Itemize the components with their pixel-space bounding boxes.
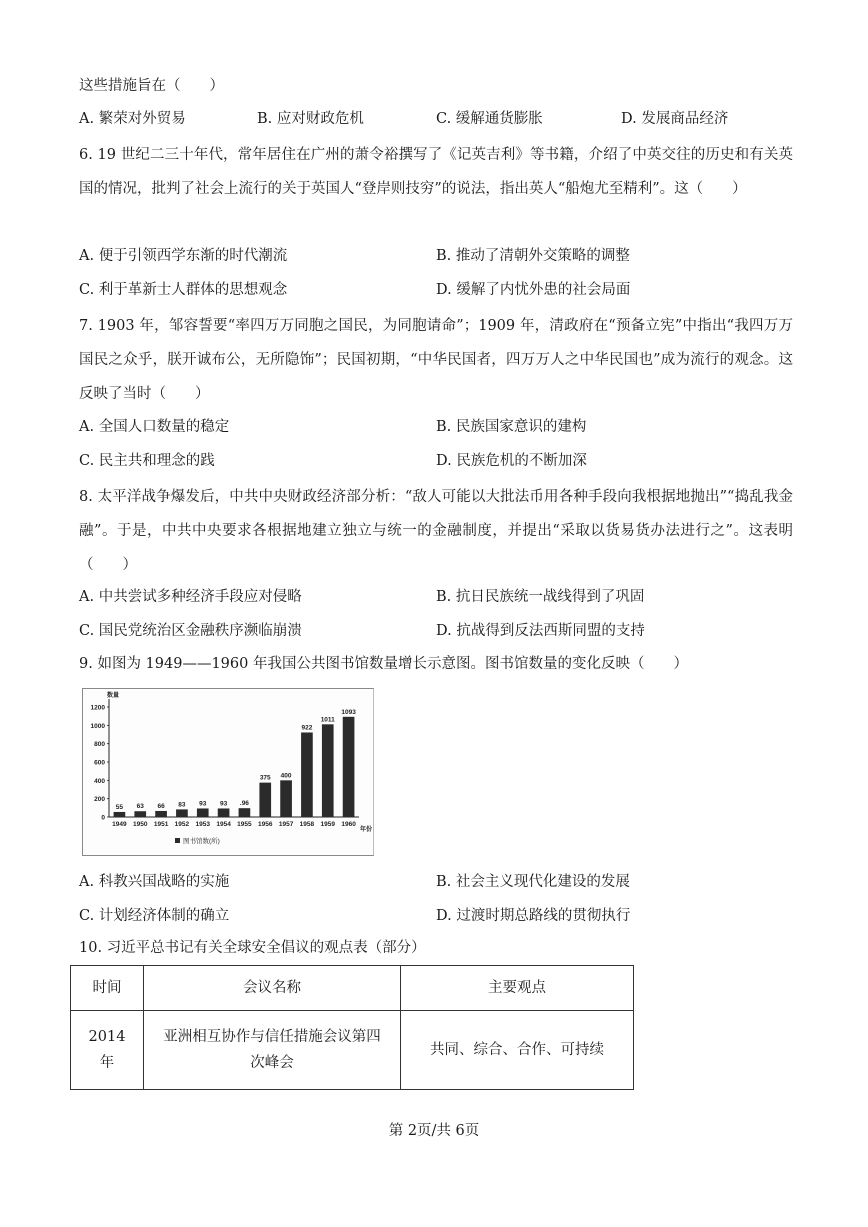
- y-tick-label: 1000: [90, 722, 105, 730]
- q7-option-d[interactable]: D. 民族危机的不断加深: [436, 453, 587, 469]
- x-tick-label: 1960: [341, 821, 356, 828]
- x-tick-label: 1956: [258, 821, 273, 828]
- data-label: .96: [239, 800, 249, 808]
- bar: [322, 724, 334, 817]
- q10-title: 10. 习近平总书记有关全球安全倡议的观点表（部分）: [79, 940, 426, 956]
- table-row: [71, 1011, 634, 1090]
- cell-meeting-line2: 次峰会: [250, 1055, 294, 1071]
- y-tick-label: 200: [94, 796, 105, 804]
- x-tick-label: 1958: [299, 821, 315, 828]
- y-tick-label: 800: [94, 741, 105, 749]
- x-tick-label: 1959: [320, 821, 335, 828]
- cell-view: 共同、综合、合作、可持续: [401, 1011, 634, 1090]
- data-label: 55: [115, 803, 124, 811]
- cell-time: 2014 年: [71, 1011, 144, 1090]
- y-tick-label: 600: [94, 759, 105, 767]
- header-view: 主要观点: [401, 966, 634, 1011]
- q8-options-row2: [79, 620, 793, 642]
- data-label: 375: [259, 774, 271, 782]
- q6-option-a[interactable]: A. 便于引领西学东渐的时代潮流: [79, 248, 288, 264]
- x-tick-label: 1953: [195, 821, 210, 828]
- data-label: 93: [199, 800, 207, 808]
- bar: [155, 811, 167, 817]
- q9-option-b[interactable]: B. 社会主义现代化建设的发展: [436, 874, 630, 890]
- data-label: 922: [301, 724, 313, 732]
- q7-options-row1: [79, 416, 793, 438]
- q5-option-c[interactable]: C. 缓解通货膨胀: [436, 111, 543, 127]
- q8-option-d[interactable]: D. 抗战得到反法西斯同盟的支持: [436, 623, 645, 639]
- data-label: 1093: [341, 708, 356, 716]
- legend-label: 图书馆数(所): [183, 838, 220, 845]
- data-label: 93: [219, 800, 228, 808]
- x-tick-label: 1954: [216, 821, 231, 828]
- header-time: 时间: [71, 966, 144, 1011]
- data-label: 1011: [320, 716, 335, 724]
- q9-option-a[interactable]: A. 科教兴国战略的实施: [79, 874, 230, 890]
- page-footer: 第 2页/共 6页: [388, 1123, 480, 1139]
- y-tick-label: 400: [94, 777, 105, 785]
- cell-meeting-line1: 亚洲相互协作与信任措施会议第四: [163, 1029, 381, 1045]
- q10-table: [70, 965, 634, 1090]
- x-tick-label: 1950: [133, 821, 148, 828]
- data-label: 63: [136, 803, 144, 811]
- q9-options-row1: [79, 871, 793, 893]
- q8-option-c[interactable]: C. 国民党统治区金融秩序濒临崩溃: [79, 623, 302, 639]
- q8-stem: 8. 太平洋战争爆发后，中共中央财政经济部分析：“敌人可能以大批法币用各种手段向我根据地抛出”“捣乱我金融”。于是，中共中央要求各根据地建立独立与统一的金融制度，并提出“采取以货易货办法进行之”。这表明（ ）: [79, 489, 793, 573]
- bar: [134, 811, 146, 817]
- q6-options-row2: [79, 279, 793, 301]
- x-axis-title: 年份: [360, 827, 373, 833]
- q5-stem-tail: 这些措施旨在（ ）: [79, 78, 224, 94]
- bar: [176, 809, 188, 817]
- table-header-row: [71, 966, 634, 1011]
- q7-option-a[interactable]: A. 全国人口数量的稳定: [79, 419, 230, 435]
- bar: [259, 783, 271, 817]
- bar: [114, 812, 126, 817]
- q6-stem: 6. 19 世纪二三十年代，常年居住在广州的萧令裕撰写了《记英吉利》等书籍，介绍了中英交往的历史和有关英国的情况，批判了社会上流行的关于英国人“登岸则技穷”的说法，指出英人“船炮尤至精利”。这（ ）: [79, 147, 793, 197]
- q6-options-row1: [79, 245, 793, 267]
- data-label: 83: [178, 801, 186, 809]
- q8-options-row1: [79, 586, 793, 608]
- y-tick-label: 0: [101, 814, 105, 822]
- bar: [218, 808, 230, 817]
- bar: [343, 717, 355, 817]
- y-tick-label: 1200: [90, 704, 105, 712]
- x-tick-label: 1952: [174, 821, 190, 828]
- q7-option-c[interactable]: C. 民主共和理念的践: [79, 453, 215, 469]
- q8-option-a[interactable]: A. 中共尝试多种经济手段应对侵略: [79, 589, 302, 605]
- bar: [239, 808, 251, 817]
- data-label: 400: [280, 772, 292, 780]
- q9-options-row2: [79, 905, 793, 927]
- header-meeting: 会议名称: [144, 966, 401, 1011]
- cell-meeting: [144, 1011, 401, 1090]
- q5-option-b[interactable]: B. 应对财政危机: [257, 111, 364, 127]
- q8-option-b[interactable]: B. 抗日民族统一战线得到了巩固: [436, 589, 645, 605]
- legend-swatch: [175, 838, 180, 843]
- q6-option-c[interactable]: C. 利于革新士人群体的思想观念: [79, 282, 288, 298]
- q7-options-row2: [79, 450, 793, 472]
- q7-stem: 7. 1903 年，邹容誓要“率四万万同胞之国民，为同胞请命”；1909 年，清政府在“预备立宪”中指出“我四万万国民之众乎，朕开诚布公，无所隐饰”；民国初期，“中华民国者，四万万人之中华民国也”成为流行的观念。这反映了当时（ ）: [79, 318, 793, 402]
- bar: [301, 732, 313, 817]
- q5-option-d[interactable]: D. 发展商品经济: [621, 111, 729, 127]
- q5-option-a[interactable]: A. 繁荣对外贸易: [79, 111, 186, 127]
- q6-option-d[interactable]: D. 缓解了内忧外患的社会局面: [436, 282, 631, 298]
- q6-option-b[interactable]: B. 推动了清朝外交策略的调整: [436, 248, 630, 264]
- q7-option-b[interactable]: B. 民族国家意识的建构: [436, 419, 587, 435]
- q9-option-c[interactable]: C. 计划经济体制的确立: [79, 908, 230, 924]
- q9-stem: 9. 如图为 1949——1960 年我国公共图书馆数量增长示意图。图书馆数量的变化反映（ ）: [79, 656, 688, 672]
- bar: [197, 808, 209, 817]
- q9-option-d[interactable]: D. 过渡时期总路线的贯彻执行: [436, 908, 631, 924]
- x-tick-label: 1957: [278, 821, 294, 828]
- x-tick-label: 1949: [112, 821, 127, 828]
- bar-chart-svg: [83, 689, 373, 855]
- y-axis-title: 数量: [107, 693, 120, 699]
- library-bar-chart: [82, 688, 374, 856]
- x-tick-label: 1955: [237, 821, 252, 828]
- q5-options: [79, 108, 793, 130]
- data-label: 66: [157, 802, 165, 810]
- x-tick-label: 1951: [153, 821, 169, 828]
- bar: [280, 780, 292, 817]
